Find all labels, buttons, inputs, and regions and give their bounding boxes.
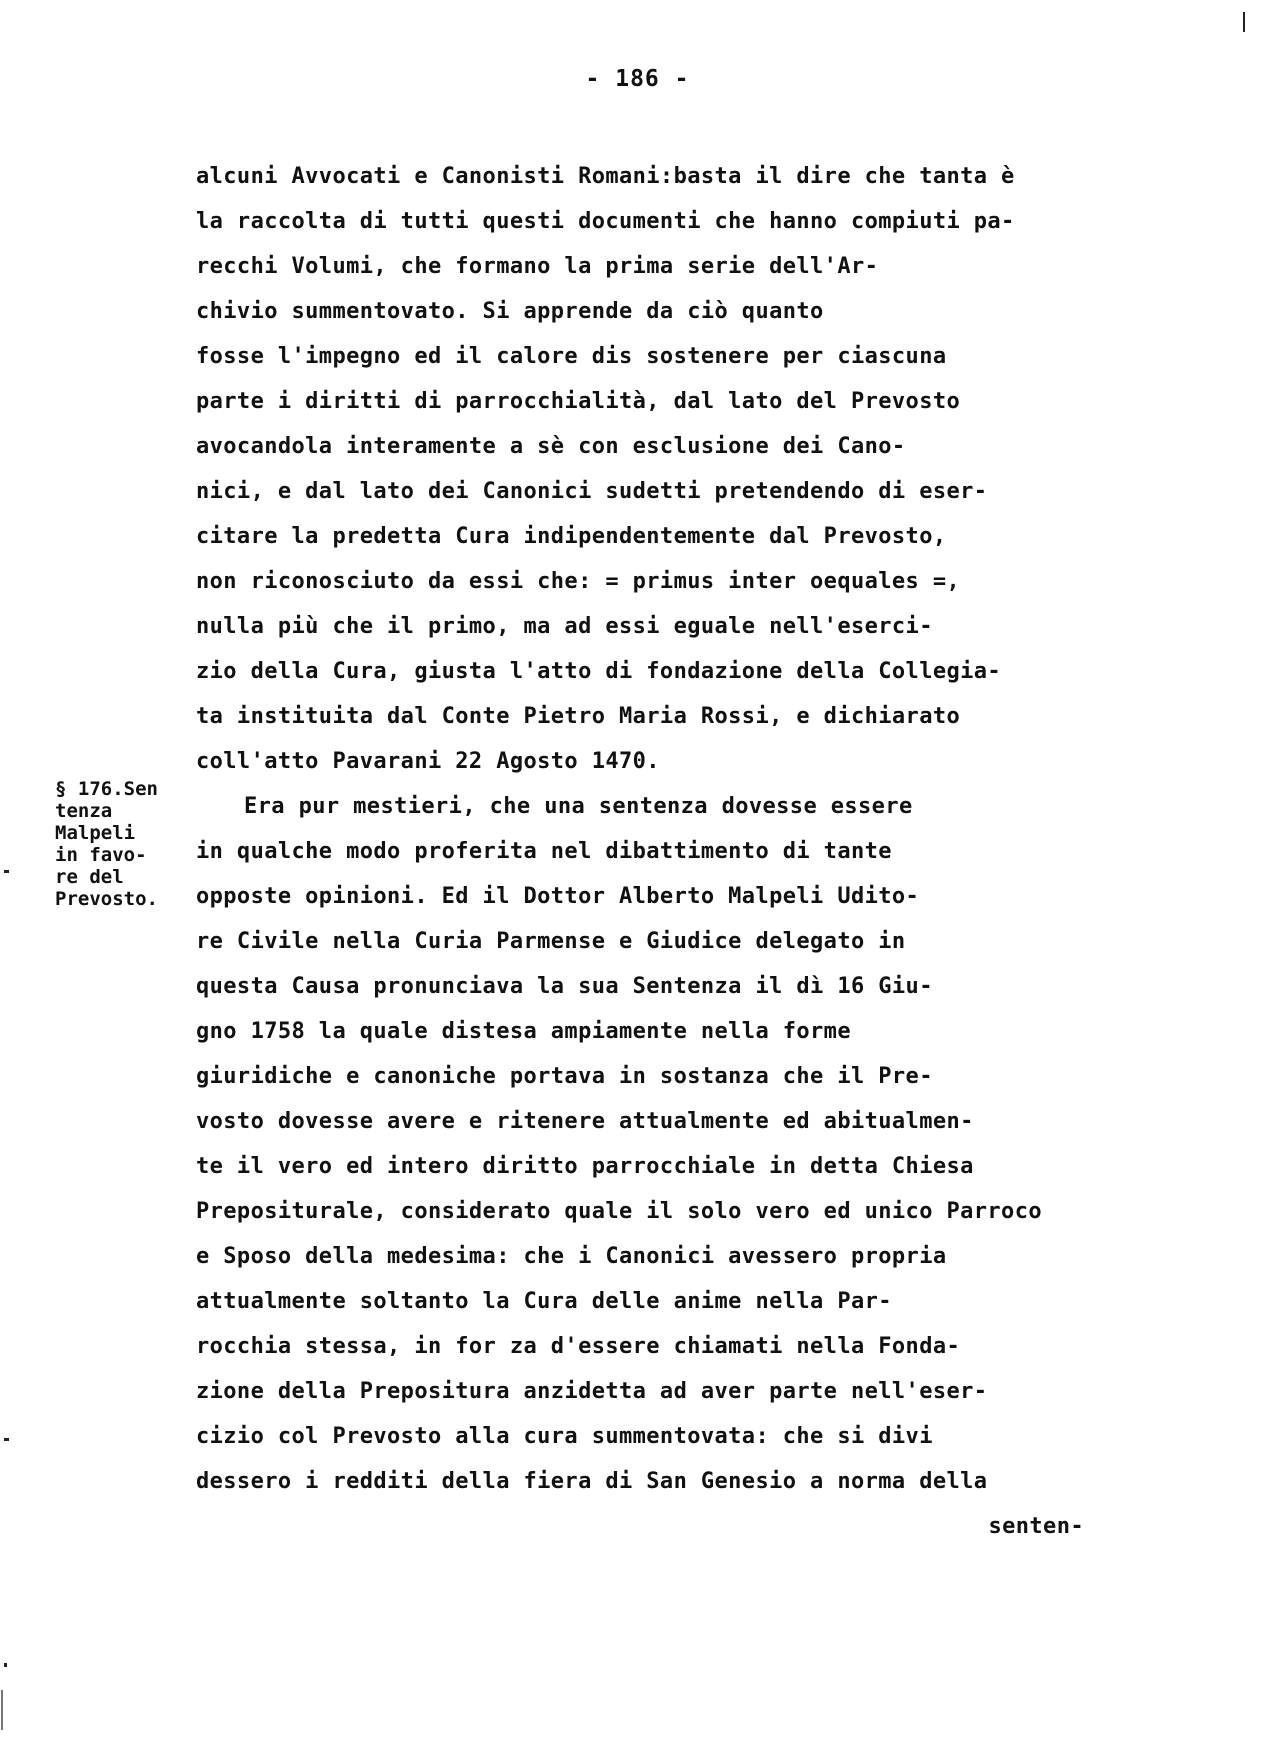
paragraph-start-line: Era pur mestieri, che una sentenza dovesse essere [244,794,913,819]
text-line: chivio summentovato. Si apprende da ciò quanto [196,299,824,324]
scan-edge-mark [1,1690,3,1730]
scan-edge-mark [1243,12,1245,32]
text-line: gno 1758 la quale distesa ampiamente nella forme [196,1019,851,1044]
text-line: nici, e dal lato dei Canonici sudetti pretendendo di eser- [196,479,988,504]
text-line: recchi Volumi, che formano la prima serie dell'Ar- [196,254,879,279]
text-line: alcuni Avvocati e Canonisti Romani:basta il dire che tanta è [196,164,1015,189]
text-line: giuridiche e canoniche portava in sostanza che il Pre- [196,1064,933,1089]
text-line: in qualche modo proferita nel dibattimento di tante [196,839,892,864]
page-number: - 186 - [585,66,690,92]
text-line: la raccolta di tutti questi documenti che hanno compiuti pa- [196,209,1015,234]
scan-edge-mark [4,1438,9,1441]
text-line: vosto dovesse avere e ritenere attualmente ed abitualmen- [196,1109,974,1134]
text-line: citare la predetta Cura indipendentemente dal Prevosto, [196,524,947,549]
margin-note-line: tenza [55,800,113,822]
text-line: re Civile nella Curia Parmense e Giudice delegato in [196,929,906,954]
text-line: non riconosciuto da essi che: = primus inter oequales =, [196,569,961,594]
text-line: avocandola interamente a sè con esclusione dei Cano- [196,434,906,459]
text-line: coll'atto Pavarani 22 Agosto 1470. [196,749,660,774]
text-line: e Sposo della medesima: che i Canonici avessero propria [196,1244,947,1269]
text-line: zione della Prepositura anzidetta ad aver parte nell'eser- [196,1379,988,1404]
text-line: Prepositurale, considerato quale il solo vero ed unico Parroco [196,1199,1042,1224]
margin-note-line: Malpeli [55,822,136,844]
margin-note [55,778,205,910]
margin-note-line: in favo- [55,844,147,866]
text-line: questa Causa pronunciava la sua Sentenza il dì 16 Giu- [196,974,933,999]
text-line: attualmente soltanto la Cura delle anime nella Par- [196,1289,892,1314]
text-line: dessero i redditi della fiera di San Genesio a norma della [196,1469,988,1494]
margin-note-line: § 176.Sen [55,778,158,800]
scan-edge-mark [4,870,9,873]
scan-edge-mark [4,1663,7,1667]
text-line: rocchia stessa, in for za d'essere chiamati nella Fonda- [196,1334,961,1359]
text-line: te il vero ed intero diritto parrocchiale in detta Chiesa [196,1154,974,1179]
text-line: ta instituita dal Conte Pietro Maria Rossi, e dichiarato [196,704,961,729]
text-line: opposte opinioni. Ed il Dottor Alberto Malpeli Udito- [196,884,920,909]
margin-note-line: re del [55,866,124,888]
text-line: parte i diritti di parrocchialità, dal lato del Prevosto [196,389,961,414]
text-line: fosse l'impegno ed il calore dis sostenere per ciascuna [196,344,947,369]
catchword-line: senten- [988,1514,1084,1539]
text-line: cizio col Prevosto alla cura summentovata: che si divi [196,1424,933,1449]
text-line: nulla più che il primo, ma ad essi eguale nell'eserci- [196,614,933,639]
body-text [196,154,1156,1549]
text-line: zio della Cura, giusta l'atto di fondazione della Collegia- [196,659,1002,684]
margin-note-line: Prevosto. [55,888,158,910]
